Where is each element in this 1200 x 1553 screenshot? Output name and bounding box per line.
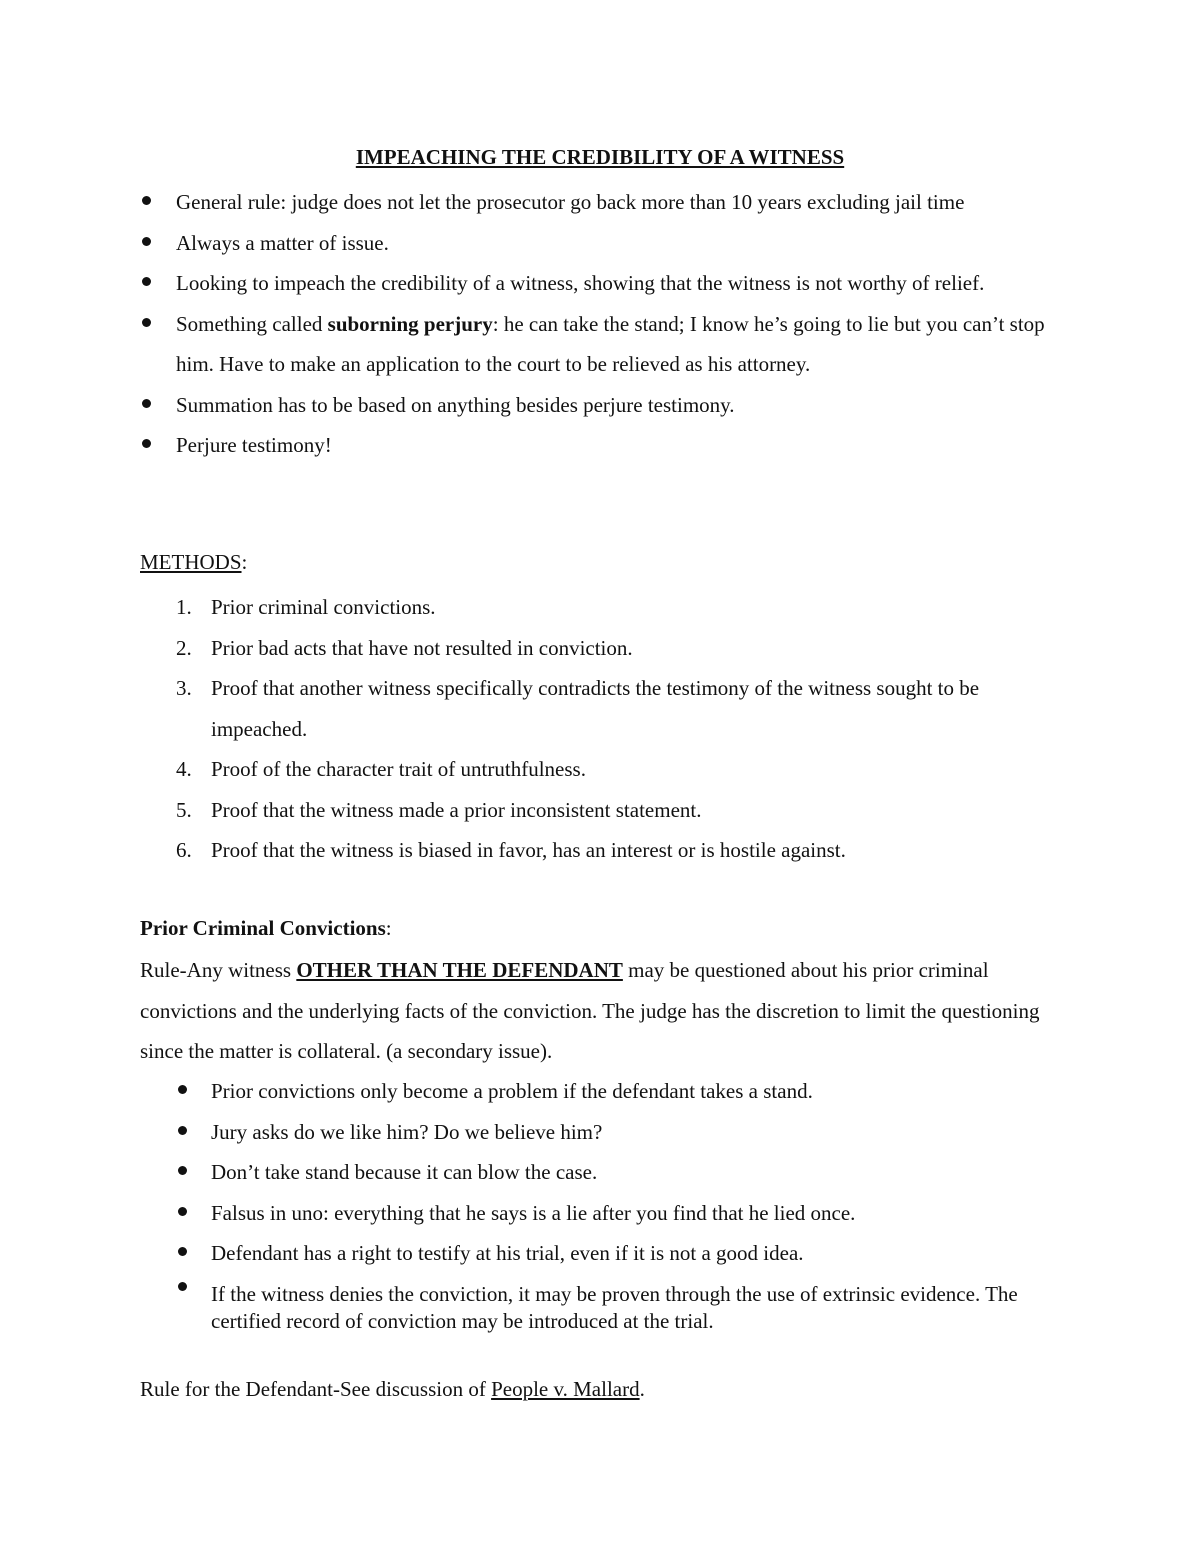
list-item-text: Prior convictions only become a problem if the defendant takes a stand.	[211, 1079, 813, 1103]
final-rule-text: Rule for the Defendant-See discussion of	[140, 1377, 492, 1401]
list-item-text: Perjure testimony!	[176, 433, 332, 457]
list-item	[140, 1152, 1070, 1193]
list-item	[140, 1193, 1070, 1234]
prior-convictions-heading-text: Prior Criminal Convictions	[140, 916, 386, 940]
list-item-number: 5.	[176, 797, 192, 822]
list-item-text: Proof of the character trait of untruthfulness.	[211, 757, 586, 781]
list-item	[140, 668, 1070, 749]
bullet-icon	[142, 439, 151, 448]
list-item-text: Defendant has a right to testify at his trial, even if it is not a good idea.	[211, 1241, 804, 1265]
prior-convictions-heading-colon: :	[385, 916, 392, 940]
list-item-text: General rule: judge does not let the prosecutor go back more than 10 years excluding jail time	[176, 190, 965, 214]
methods-heading-colon: :	[241, 550, 248, 574]
list-item	[140, 830, 1070, 871]
list-item	[140, 385, 1070, 426]
bullet-icon	[142, 237, 151, 246]
list-item	[140, 628, 1070, 669]
list-item	[140, 1112, 1070, 1153]
list-item-text: Proof that the witness is biased in favor, has an interest or is hostile against.	[211, 838, 846, 862]
methods-heading-text: METHODS	[140, 550, 242, 574]
list-item-text: Always a matter of issue.	[176, 230, 389, 255]
list-item	[140, 587, 1070, 628]
case-citation: People v. Mallard	[491, 1377, 640, 1401]
list-item	[140, 790, 1070, 831]
list-item	[140, 1233, 1070, 1274]
list-item-text: Don’t take stand because it can blow the case.	[211, 1160, 598, 1184]
rule-paragraph	[140, 950, 1070, 1072]
bullet-icon	[142, 196, 151, 205]
bullet-icon	[178, 1207, 187, 1216]
list-item-text: Proof that another witness specifically contradicts the testimony of the witness sought to be impeached.	[211, 676, 980, 741]
rule-text-pre: Rule-Any witness	[140, 958, 297, 982]
list-item-number: 2.	[176, 635, 192, 660]
bullet-icon	[178, 1085, 187, 1094]
list-item	[140, 223, 1070, 264]
list-item-number: 6.	[176, 838, 192, 862]
methods-list	[140, 587, 1070, 871]
list-item-text-post: : he can take the stand; I know he’s going to lie but you can’t stop him. Have to make an application to the court to be relieved as his attorney.	[176, 311, 1045, 376]
list-item	[140, 263, 1070, 304]
bullet-icon	[178, 1166, 187, 1175]
prior-convictions-heading	[140, 911, 392, 945]
list-item	[140, 1071, 1070, 1112]
bullet-icon	[142, 277, 151, 286]
final-rule-paragraph	[140, 1372, 1070, 1406]
list-item-text: Jury asks do we like him? Do we believe him?	[211, 1119, 603, 1144]
list-item-text: Prior bad acts that have not resulted in conviction.	[211, 635, 633, 660]
list-item-text: If the witness denies the conviction, it may be proven through the use of extrinsic evidence. The certified record of conviction may be introduced at the trial.	[211, 1281, 1018, 1333]
bullet-icon	[178, 1247, 187, 1256]
bullet-icon	[178, 1126, 187, 1135]
list-item-text: Summation has to be based on anything besides perjure testimony.	[176, 392, 735, 417]
list-item-text-pre: Something called	[176, 311, 328, 336]
document-title: IMPEACHING THE CREDIBILITY OF A WITNESS	[355, 145, 845, 169]
bullet-icon	[142, 399, 151, 408]
list-item	[140, 749, 1070, 790]
list-item-text: Falsus in uno: everything that he says is a lie after you find that he lied once.	[211, 1200, 856, 1225]
rule-text-post: may be questioned about his prior criminal convictions and the underlying facts of the conviction. The judge has the discretion to limit the questioning since the matter is collateral. (a secondary issue).	[140, 958, 1040, 1063]
intro-bullet-list	[140, 182, 1070, 466]
methods-heading	[140, 545, 247, 579]
rule-emphasis: OTHER THAN THE DEFENDANT	[296, 958, 623, 982]
list-item-number: 1.	[176, 595, 192, 619]
list-item	[140, 182, 1070, 223]
prior-convictions-bullet-list	[140, 1071, 1070, 1335]
final-rule-period: .	[639, 1377, 645, 1401]
list-item	[140, 425, 1070, 466]
list-item-number: 4.	[176, 757, 192, 781]
list-item-text: Proof that the witness made a prior inconsistent statement.	[211, 797, 702, 822]
list-item	[140, 304, 1070, 385]
list-item-bold-term: suborning perjury	[327, 311, 493, 336]
list-item	[140, 1274, 1070, 1335]
list-item-text: Prior criminal convictions.	[211, 595, 436, 619]
bullet-icon	[142, 318, 151, 327]
list-item-number: 3.	[176, 676, 192, 700]
bullet-icon	[178, 1282, 187, 1291]
list-item-text: Looking to impeach the credibility of a witness, showing that the witness is not worthy of relief.	[176, 271, 985, 295]
